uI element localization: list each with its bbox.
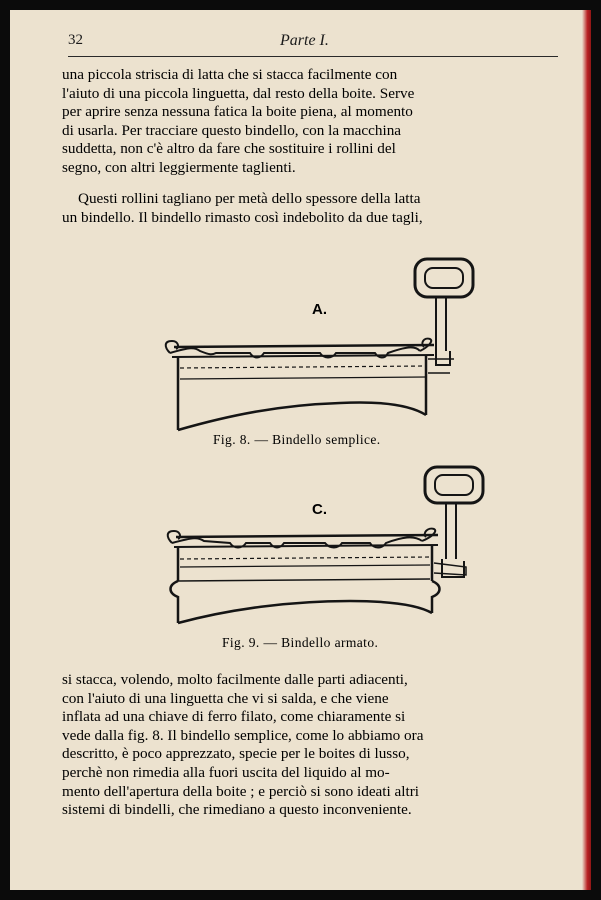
page-number: 32	[68, 32, 83, 48]
page-header	[68, 32, 558, 57]
figure-8-letter: A.	[312, 301, 327, 318]
text-line: vede dalla fig. 8. Il bindello semplice, come lo abbiamo ora	[62, 726, 424, 744]
text-line: si stacca, volendo, molto facilmente dalle parti adiacenti,	[62, 671, 408, 688]
text-line: sistemi di bindelli, che rimediano a questo inconveniente.	[62, 801, 412, 819]
can-bindello-semplice-drawing	[150, 255, 490, 435]
can-bindello-armato-drawing	[150, 463, 490, 643]
paragraph-3	[62, 671, 550, 820]
text-line: mento dell'apertura della boite ; e perciò si sono ideati altri	[62, 782, 419, 800]
text-line: perchè non rimedia alla fuori uscita del liquido al mo-	[62, 763, 390, 781]
text-line: con l'aiuto di una linguetta che vi si salda, e che viene	[62, 689, 389, 707]
figure-8	[150, 255, 490, 435]
text-line: descritto, è poco apprezzato, specie per le boites di lusso,	[62, 745, 410, 763]
figure-8-caption: Fig. 8. — Bindello semplice.	[213, 432, 381, 447]
text-line: per aprire senza nessuna fatica la boite piena, al momento	[62, 103, 413, 121]
text-line: Questi rollini tagliano per metà dello spessore della latta	[78, 190, 421, 207]
running-head: Parte I.	[280, 32, 329, 49]
text-line: di usarla. Per tracciare questo bindello, con la macchina	[62, 121, 402, 139]
paragraph-2	[62, 190, 550, 227]
figure-9-letter: C.	[312, 501, 327, 518]
figure-9	[150, 463, 490, 643]
page-edge	[582, 10, 591, 890]
paragraph-1	[62, 66, 550, 178]
text-line: un bindello. Il bindello rimasto così indebolito da due tagli,	[62, 208, 423, 226]
figure-9-caption: Fig. 9. — Bindello armato.	[222, 635, 379, 650]
text-line: una piccola striscia di latta che si stacca facilmente con	[62, 66, 398, 83]
text-line: segno, con altri leggiermente taglienti.	[62, 158, 296, 176]
text-line: inflata ad una chiave di ferro filato, come chiaramente si	[62, 708, 406, 726]
text-line: l'aiuto di una piccola linguetta, dal resto della boite. Serve	[62, 84, 415, 102]
text-line: suddetta, non c'è altro da fare che sostituire i rollini del	[62, 140, 396, 158]
